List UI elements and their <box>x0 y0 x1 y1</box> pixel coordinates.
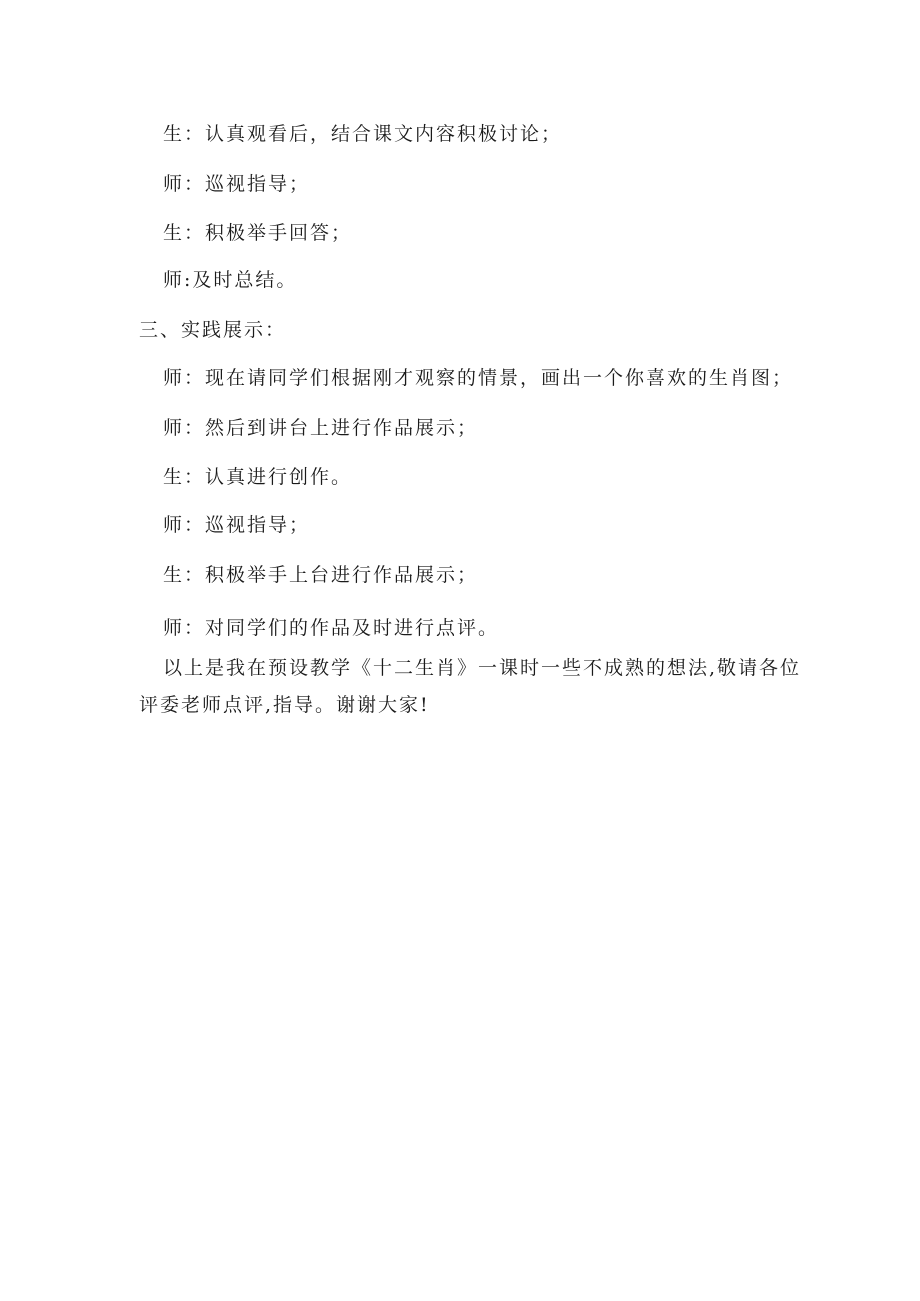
dialogue-line: 师：对同学们的作品及时进行点评。 <box>163 617 500 639</box>
dialogue-line: 生：认真观看后，结合课文内容积极讨论； <box>163 123 563 145</box>
dialogue-line: 师：然后到讲台上进行作品展示； <box>163 417 479 439</box>
dialogue-line: 师：巡视指导； <box>163 514 311 536</box>
closing-paragraph-line-2: 评委老师点评,指导。谢谢大家! <box>139 694 430 716</box>
dialogue-line: 生：认真进行创作。 <box>163 466 353 488</box>
dialogue-line: 师:及时总结。 <box>163 269 298 291</box>
section-heading: 三、实践展示： <box>139 319 287 341</box>
dialogue-line: 生：积极举手回答； <box>163 222 353 244</box>
dialogue-line: 师：现在请同学们根据刚才观察的情景，画出一个你喜欢的生肖图； <box>163 367 794 389</box>
dialogue-line: 师：巡视指导； <box>163 173 311 195</box>
dialogue-line: 生：积极举手上台进行作品展示； <box>163 564 479 586</box>
closing-paragraph-line-1: 以上是我在预设教学《十二生肖》一课时一些不成熟的想法,敬请各位 <box>163 657 802 679</box>
